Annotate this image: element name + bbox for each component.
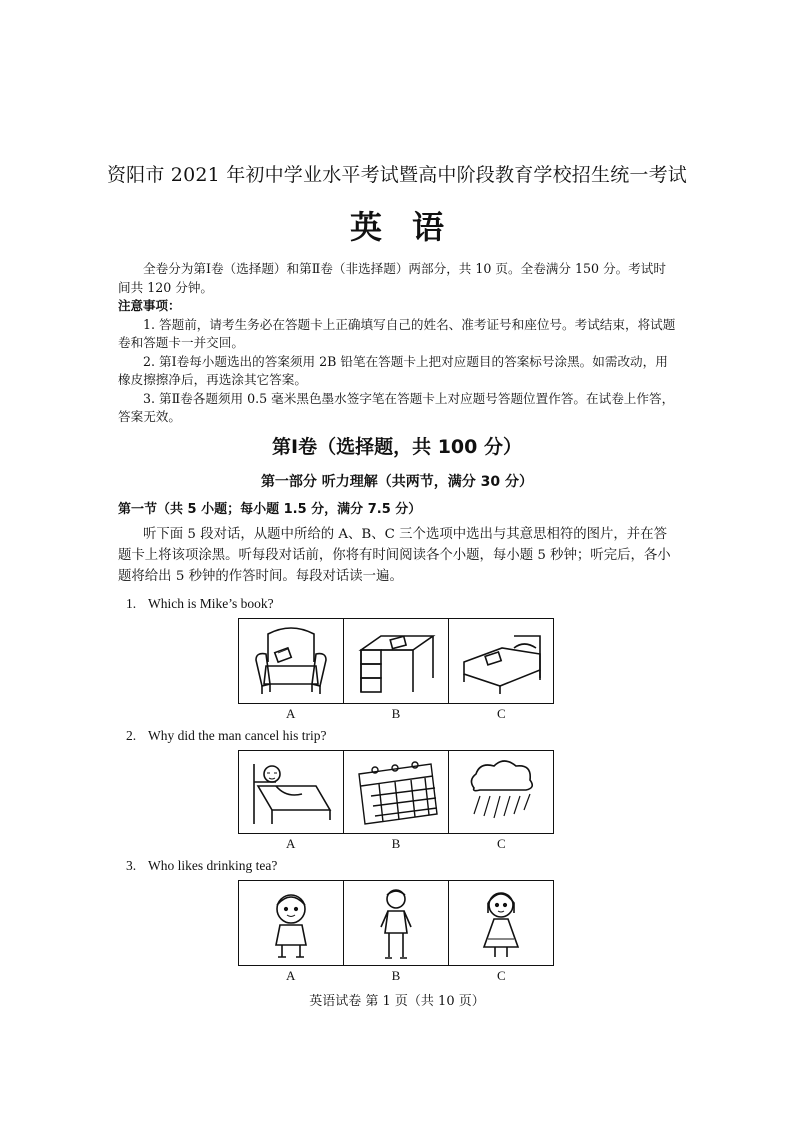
bed-with-book-icon: [456, 622, 546, 700]
notice-item: 2. 第Ⅰ卷每小题选出的答案须用 2B 铅笔在答题卡上把对应题目的答案标号涂黑。如需改动，用橡皮擦擦净后，再选涂其它答案。: [118, 353, 668, 387]
option-c-picture[interactable]: [449, 881, 553, 965]
armchair-with-book-icon: [246, 622, 336, 700]
notice-title: 注意事项：: [118, 298, 181, 313]
option-b-picture[interactable]: [344, 619, 449, 703]
option-label: A: [285, 968, 296, 983]
question-2-pictures: [238, 750, 554, 834]
notice-item: 1. 答题前，请考生务必在答题卡上正确填写自己的姓名、准考证号和座位号。考试结束，将试题卷和答题卡一并交回。: [118, 316, 676, 350]
question-number: 2.: [126, 728, 137, 743]
question-2-labels: [238, 836, 554, 852]
section-title: 第一节（共 5 小题；每小题 1.5 分，满分 7.5 分）: [118, 502, 422, 517]
question-text: Who likes drinking tea?: [148, 858, 278, 873]
option-c-picture[interactable]: [449, 751, 553, 833]
intro-block: [118, 260, 678, 427]
question-text: Why did the man cancel his trip?: [148, 728, 327, 743]
question-3-pictures: [238, 880, 554, 966]
option-label: B: [391, 836, 401, 851]
question-1: [126, 596, 274, 612]
option-label: B: [391, 706, 401, 721]
sick-person-in-bed-icon: [246, 754, 336, 830]
notice-item: 3. 第Ⅱ卷各题须用 0.5 毫米黑色墨水签字笔在答题卡上对应题号答题位置作答。在试卷上作答，答案无效。: [118, 390, 675, 424]
question-number: 1.: [126, 596, 137, 611]
desk-with-book-icon: [351, 622, 441, 700]
question-3-labels: [238, 968, 554, 984]
option-a-picture[interactable]: [239, 881, 344, 965]
page-footer: 英语试卷 第 1 页（共 10 页）: [309, 994, 485, 1009]
boy-icon: [256, 883, 326, 963]
calendar-icon: [351, 754, 441, 830]
exam-title: 资阳市 2021 年初中学业水平考试暨高中阶段教育学校招生统一考试: [106, 164, 688, 186]
option-a-picture[interactable]: [239, 751, 344, 833]
girl-icon: [466, 883, 536, 963]
question-3: [126, 858, 277, 874]
question-2: [126, 728, 326, 744]
option-label: B: [391, 968, 401, 983]
rain-cloud-icon: [456, 754, 546, 830]
question-1-labels: [238, 706, 554, 722]
question-1-pictures: [238, 618, 554, 704]
option-b-picture[interactable]: [344, 751, 449, 833]
option-label: C: [496, 706, 506, 721]
young-man-icon: [361, 883, 431, 963]
option-c-picture[interactable]: [449, 619, 553, 703]
option-a-picture[interactable]: [239, 619, 344, 703]
intro-line: 全卷分为第Ⅰ卷（选择题）和第Ⅱ卷（非选择题）两部分，共 10 页。全卷满分 150 分。考试时间共 120 分钟。: [118, 261, 666, 295]
option-label: C: [496, 968, 506, 983]
section-instructions: [118, 524, 678, 587]
instructions-text: 听下面 5 段对话，从题中所给的 A、B、C 三个选项中选出与其意思相符的图片，并在答题卡上将该项涂黑。听每段对话前，你将有时间阅读各个小题，每小题 5 秒钟；听完后，各小题将给出 5 秒钟的作答时间。每段对话读一遍。: [118, 527, 671, 584]
option-label: A: [285, 706, 296, 721]
volume-title: 第Ⅰ卷（选择题，共 100 分）: [272, 436, 522, 458]
option-b-picture[interactable]: [344, 881, 449, 965]
part-title: 第一部分 听力理解（共两节，满分 30 分）: [260, 474, 534, 490]
subject-title: 英语: [349, 208, 474, 246]
question-text: Which is Mike’s book?: [148, 596, 274, 611]
option-label: A: [285, 836, 296, 851]
question-number: 3.: [126, 858, 137, 873]
option-label: C: [496, 836, 506, 851]
